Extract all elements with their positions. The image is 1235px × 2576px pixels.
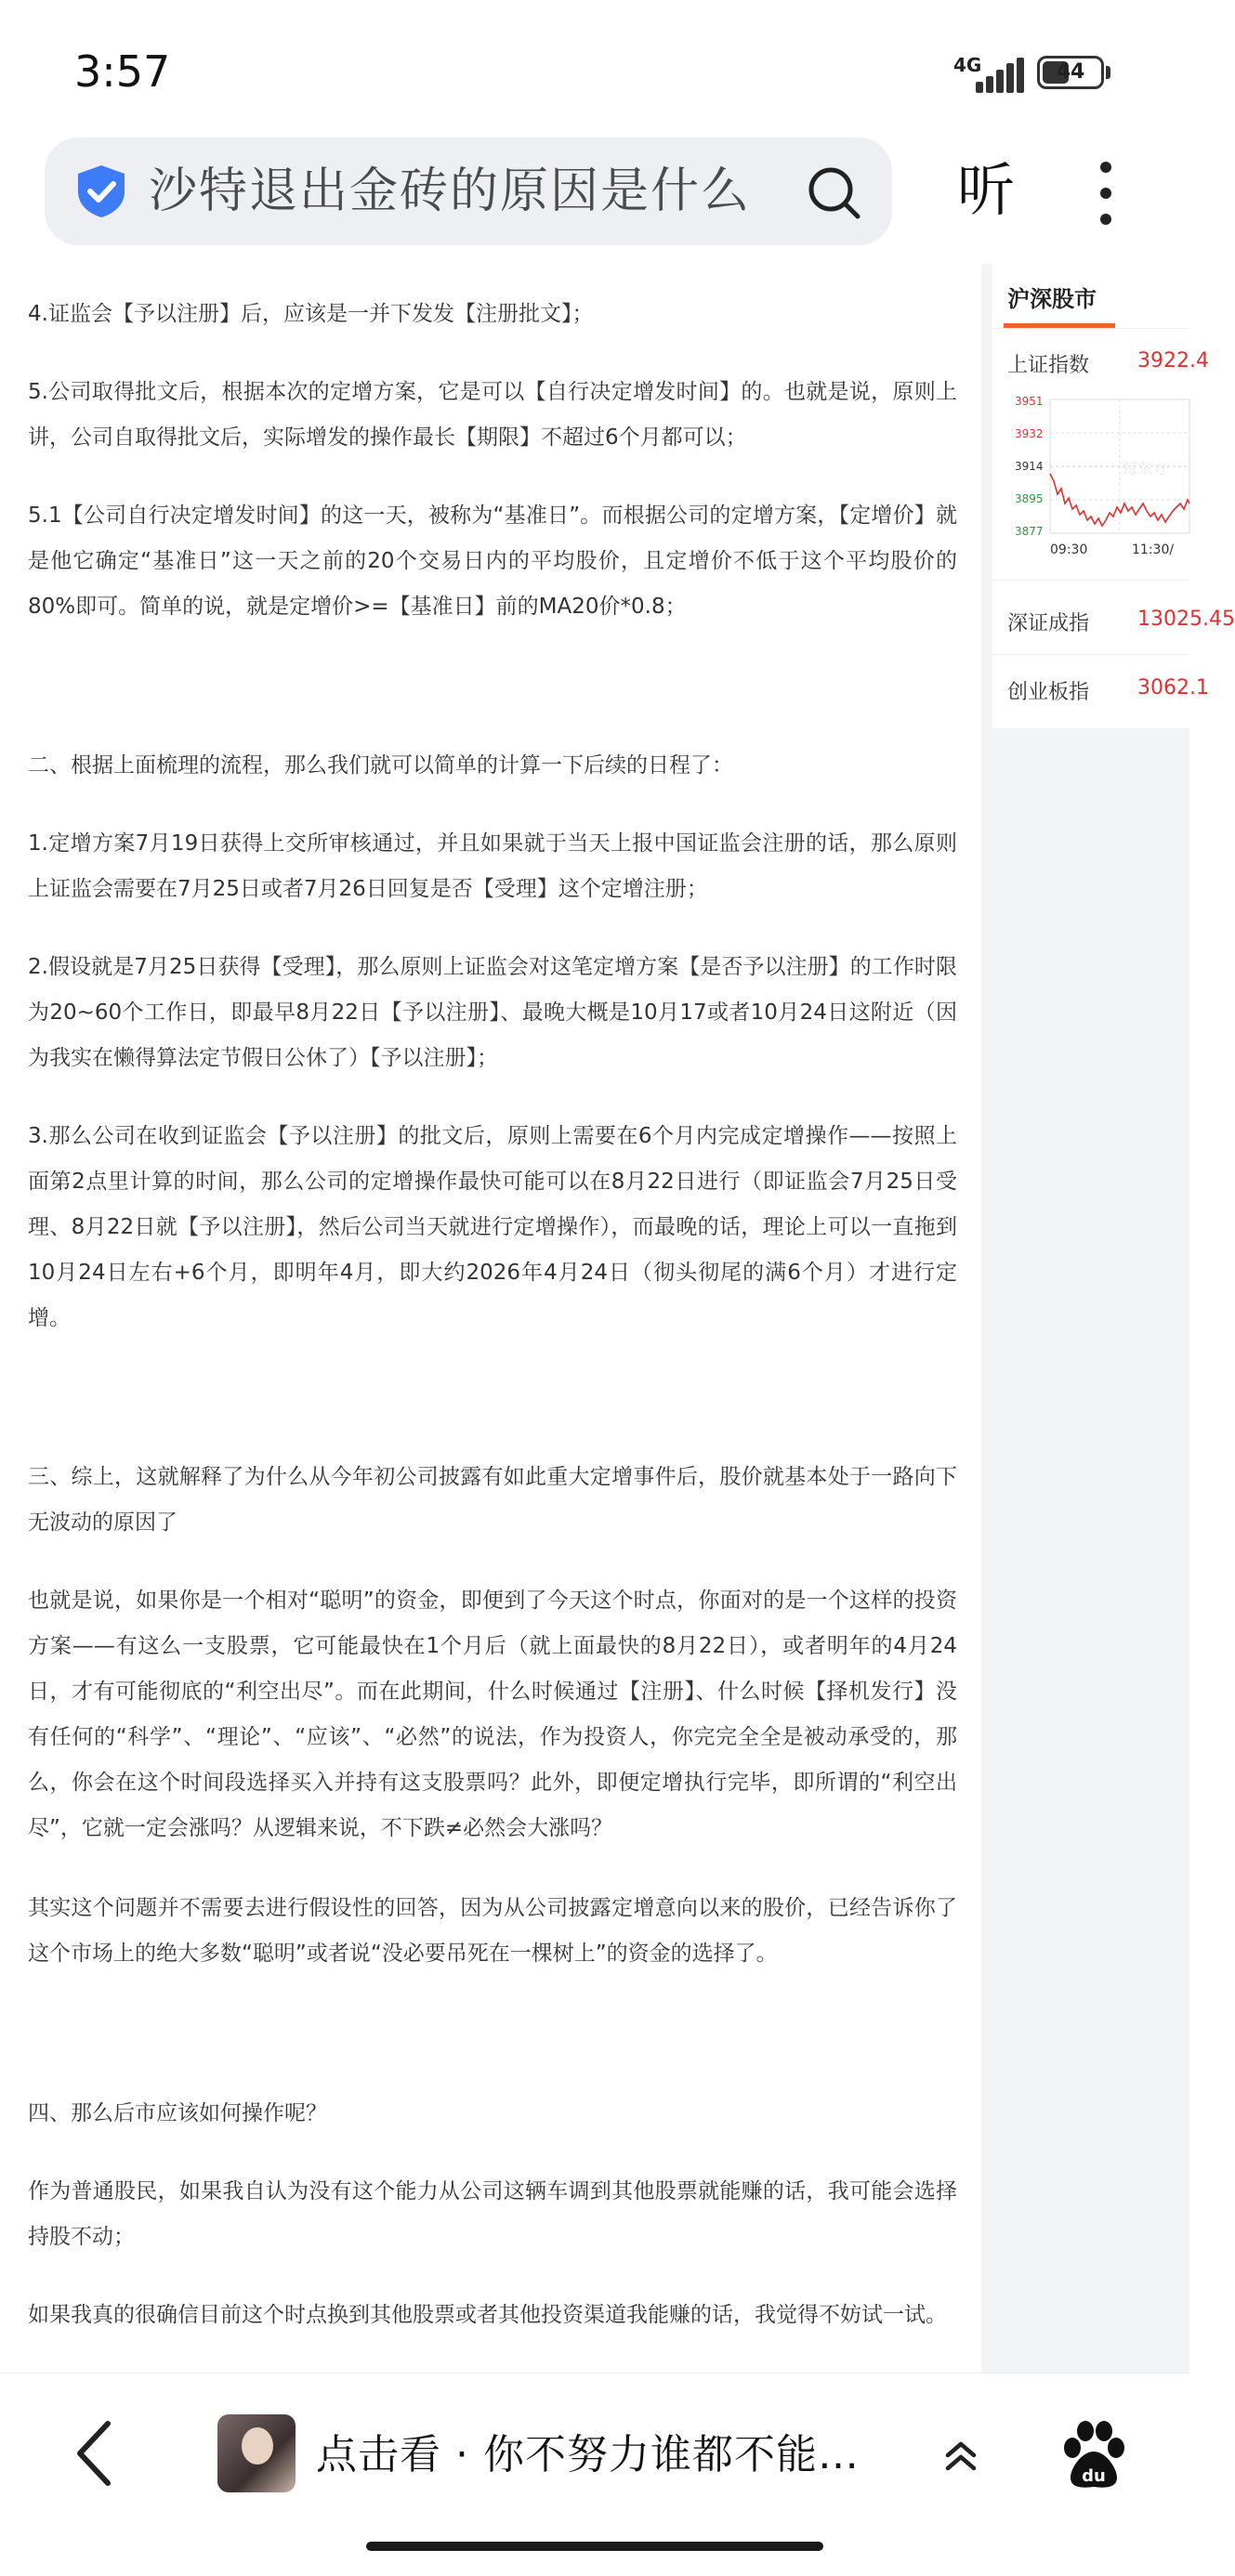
index-name: 深证成指 bbox=[1007, 612, 1090, 635]
battery-level: 44 bbox=[1056, 60, 1085, 84]
shield-icon bbox=[74, 163, 128, 219]
y-tick: 3914 bbox=[1015, 460, 1044, 473]
index-row-shanghai[interactable] bbox=[1007, 349, 1209, 378]
section-heading: 四、那么后市应该如何操作呢？ bbox=[28, 2101, 327, 2125]
paragraph: 其实这个问题并不需要去进行假设性的回答，因为从公司披露定增意向以来的股价，已经告诉你了这个市场上的绝大多数“聪明”或者说“没必要吊死在一棵树上”的资金的选择了。 bbox=[28, 1896, 957, 1966]
paragraph: 3.那么公司在收到证监会【予以注册】的批文后，原则上需要在6个月内完成定增操作——按照上面第2点里计算的时间，那么公司的定增操作最快可能可以在8月22日进行（即证监会7月25日受理、8月22日就【予以注册】，然后公司当天就进行定增操作），而最晚的话，理论上可以一直拖到10月24日左右+6个月，即明年4月，即大约2026年4月24日（彻头彻尾的满6个月）才进行定增。 bbox=[28, 1124, 957, 1330]
divider bbox=[992, 654, 1189, 655]
divider bbox=[992, 580, 1189, 581]
section-heading: 二、根据上面梳理的流程，那么我们就可以简单的计算一下后续的日程了： bbox=[28, 753, 733, 778]
paragraph: 2.假设就是7月25日获得【受理】，那么原则上证监会对这笔定增方案【是否予以注册】的工作时限为20~60个工作日，即最早8月22日【予以注册】、最晚大概是10月17或者10月24日这附近（因为我实在懒得算法定节假日公休了）【予以注册】； bbox=[28, 955, 957, 1070]
divider bbox=[992, 328, 1189, 329]
paragraph: 4.证监会【予以注册】后，应该是一并下发发【注册批文】； bbox=[28, 302, 594, 326]
y-tick: 3951 bbox=[1015, 395, 1044, 408]
status-bar bbox=[0, 0, 1189, 139]
x-tick: 11:30/ bbox=[1132, 543, 1175, 557]
paragraph: 如果我真的很确信目前这个时点换到其他股票或者其他投资渠道我能赚的话，我觉得不妨试一试。 bbox=[28, 2303, 947, 2327]
intraday-chart bbox=[992, 385, 1189, 570]
signal-icon bbox=[976, 56, 1024, 93]
y-tick: 3895 bbox=[1015, 492, 1044, 505]
index-name: 创业板指 bbox=[1007, 681, 1090, 704]
index-name: 上证指数 bbox=[1007, 354, 1090, 377]
tab-hushen-market[interactable]: 沪深股市 bbox=[1007, 286, 1097, 312]
index-row-shenzhen[interactable] bbox=[1007, 608, 1235, 636]
section-heading: 三、综上，这就解释了为什么从今年初公司披露有如此重大定增事件后，股价就基本处于一路向下无波动的原因了 bbox=[28, 1465, 957, 1535]
search-query[interactable]: 沙特退出金砖的原因是什么 bbox=[149, 163, 752, 219]
stock-card[interactable] bbox=[992, 264, 1235, 728]
stock-sidebar bbox=[981, 264, 1235, 2373]
index-value: 3062.1 bbox=[1137, 676, 1209, 700]
clock: 3:57 bbox=[74, 46, 171, 97]
paragraph: 5.公司取得批文后，根据本次的定增方案，它是可以【自行决定增发时间】的。也就是说，原则上讲，公司自取得批文后，实际增发的操作最长【期限】不超过6个月都可以； bbox=[28, 380, 957, 450]
double-chevron-up-icon[interactable] bbox=[939, 2433, 983, 2478]
watermark: 每东方 bbox=[1123, 460, 1168, 477]
paragraph: 也就是说，如果你是一个相对“聪明”的资金，即便到了今天这个时点，你面对的是一个这样的投资方案——有这么一支股票，它可能最快在1个月后（就上面最快的8月22日），或者明年的4月24日，才有可能彻底的“利空出尽”。而在此期间，什么时候通过【注册】、什么时候【择机发行】没有任何的“科学”、“理论”、“应该”、“必然”的说法，作为投资人，你完完全全是被动承受的，那么，你会在这个时间段选择买入并持有这支股票吗？此外，即便定增执行完毕，即所谓的“利空出尽”，它就一定会涨吗？从逻辑来说，不下跌≠必然会大涨吗？ bbox=[28, 1589, 957, 1840]
battery-tip bbox=[1106, 66, 1110, 79]
index-value: 13025.45 bbox=[1137, 608, 1235, 631]
home-indicator[interactable] bbox=[366, 2542, 823, 2551]
back-arrow-icon[interactable] bbox=[67, 2416, 123, 2491]
index-value: 3922.4 bbox=[1137, 349, 1209, 373]
y-tick: 3877 bbox=[1015, 525, 1044, 538]
index-row-chinext[interactable] bbox=[1007, 676, 1209, 705]
x-tick: 09:30 bbox=[1050, 543, 1088, 557]
paragraph: 1.定增方案7月19日获得上交所审核通过，并且如果就于当天上报中国证监会注册的话，那么原则上证监会需要在7月25日或者7月26日回复是否【受理】这个定增注册； bbox=[28, 831, 957, 901]
network-type: 4G bbox=[953, 54, 982, 76]
listen-button[interactable]: 听 bbox=[957, 156, 1016, 224]
baidu-paw-icon[interactable] bbox=[1059, 2418, 1128, 2492]
svg-text:du: du bbox=[1082, 2466, 1106, 2486]
paragraph: 5.1【公司自行决定增发时间】的这一天，被称为“基准日”。而根据公司的定增方案，【定增价】就是他它确定“基准日”这一天之前的20个交易日内的平均股价，且定增价不低于这个平均股价的80%即可。简单的说，就是定增价>=【基准日】前的MA20价*0.8； bbox=[28, 503, 957, 619]
search-icon[interactable] bbox=[805, 163, 862, 221]
video-thumbnail[interactable] bbox=[217, 2414, 296, 2492]
more-menu-icon[interactable] bbox=[1087, 156, 1124, 230]
search-bar[interactable] bbox=[45, 137, 892, 245]
recommended-video-title[interactable]: 点击看 · 你不努力谁都不能… bbox=[316, 2431, 860, 2478]
battery-icon bbox=[1037, 56, 1104, 89]
paragraph: 作为普通股民，如果我自认为没有这个能力从公司这辆车调到其他股票就能赚的话，我可能会选择持股不动； bbox=[28, 2179, 957, 2249]
y-tick: 3932 bbox=[1015, 427, 1044, 440]
